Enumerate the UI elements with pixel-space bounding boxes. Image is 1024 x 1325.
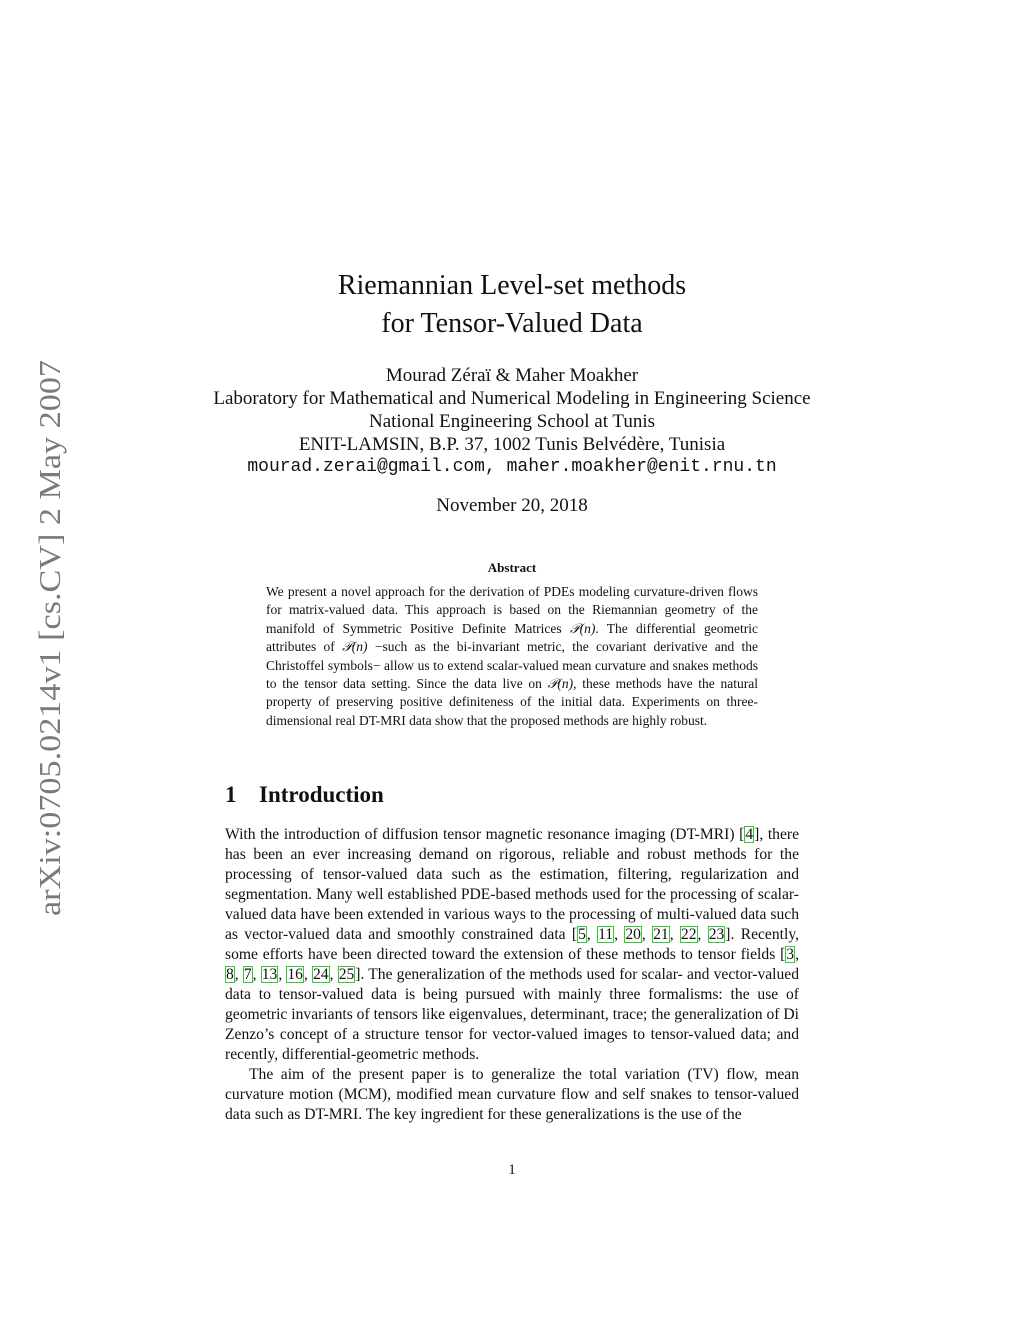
affiliation-address: ENIT-LAMSIN, B.P. 37, 1002 Tunis Belvédère, Tunisia — [298, 434, 726, 455]
citation-group — [577, 926, 725, 943]
author-emails[interactable]: mourad.zerai@gmail.com, maher.moakher@enit.rnu.tn — [247, 457, 777, 477]
paper-title-line-1: Riemannian Level-set methods — [337, 270, 687, 301]
section-title: Introduction — [259, 782, 384, 807]
citation-separator: , — [234, 966, 243, 983]
citation-separator: , — [586, 926, 598, 943]
paper-date: November 20, 2018 — [436, 495, 588, 516]
citation-separator: , — [303, 966, 313, 983]
citation-separator: , — [669, 926, 680, 943]
citation-separator: , — [795, 946, 799, 963]
citation-link[interactable]: 5 — [578, 926, 586, 943]
intro-paragraph-2: The aim of the present paper is to generalize the total variation (TV) flow, mean curvature motion (MCM), modified mean curvature flow and self snakes to tensor-valued data such as DT-MRI. The key ingredient for these generalizations is the use of the — [225, 1066, 799, 1123]
citation-link[interactable]: 21 — [653, 926, 669, 943]
citation-link[interactable]: 23 — [708, 926, 725, 943]
citation-link[interactable]: 24 — [313, 966, 329, 983]
math-symbol: 𝒫 — [547, 676, 558, 692]
paper-title-line-2: for Tensor-Valued Data — [381, 308, 643, 339]
intro-text: ]. Recently, some efforts have been directed toward the extension of these methods to tensor fields [ — [225, 926, 799, 963]
citation-separator: , — [278, 966, 287, 983]
intro-text: ], there has been an ever increasing demand on rigorous, reliable and robust methods for the processing of tensor-valued data such as the estimation, filtering, regularization and segmentation. Many well established PDE-based methods used for the processing of scalar-valued data have been extended in various ways to the processing of multi-valued data such as vector-valued data and smoothly constrained data [ — [225, 826, 799, 943]
citation-link[interactable]: 25 — [338, 966, 355, 983]
citation-link[interactable]: 16 — [287, 966, 303, 983]
intro-text: With the introduction of diffusion tensor magnetic resonance imaging (DT-MRI) [ — [225, 826, 745, 843]
abstract-heading: Abstract — [487, 560, 537, 575]
abstract-text: . The differential geometric attributes of — [266, 620, 758, 655]
abstract-text: −such as the bi-invariant metric, the covariant derivative and the Christoffel symbols− allow us to extend scalar-valued mean curvature and snakes methods to the tensor data setting. Since the data live on — [266, 639, 759, 692]
citation-separator: , — [252, 966, 261, 983]
citation-link[interactable]: 11 — [598, 926, 614, 943]
citation-link[interactable]: 22 — [680, 926, 697, 943]
citation-group — [744, 826, 754, 843]
abstract-body — [266, 583, 758, 730]
math-argument: (n) — [557, 676, 574, 692]
citation-separator: , — [641, 926, 653, 943]
abstract-text: , these methods have the natural property of preserving positive definiteness of the initial data. Experiments on three-dimensional real DT-MRI data show that the proposed methods are highly robust. — [266, 676, 758, 728]
math-symbol: 𝒫 — [569, 620, 580, 636]
citation-link[interactable]: 4 — [745, 826, 754, 843]
citation-link[interactable]: 3 — [786, 946, 795, 963]
abstract-text: We present a novel approach for the derivation of PDEs modeling curvature-driven flows for matrix-valued data. This approach is based on the Riemannian geometry of the manifold of Symmetric Positive Definite Matrices — [266, 584, 758, 636]
citation-link[interactable]: 8 — [226, 966, 234, 983]
section-heading — [225, 782, 384, 808]
math-argument: (n) — [579, 620, 596, 636]
affiliation-laboratory: Laboratory for Mathematical and Numerical Modeling in Engineering Science — [213, 388, 811, 409]
section-number: 1 — [225, 782, 237, 807]
intro-paragraph-1 — [225, 825, 799, 1065]
arxiv-identifier: arXiv:0705.0214v1 [cs.CV] 2 May 2007 — [32, 411, 67, 916]
citation-link[interactable]: 20 — [625, 926, 641, 943]
citation-link[interactable]: 13 — [261, 966, 278, 983]
affiliation-school: National Engineering School at Tunis — [368, 411, 656, 432]
citation-separator: , — [697, 926, 708, 943]
citation-separator: , — [614, 926, 625, 943]
intro-text: ]. The generalization of the methods used for scalar- and vector-valued data to tensor-valued data is being pursued with mainly three formalisms: the use of geometric invariants of tensors like eigenvalues, determinant, trace; the generalization of Di Zenzo’s concept of a structure tensor for vector-valued images to tensor-valued data; and recently, differential-geometric methods. — [225, 966, 800, 1063]
author-names: Mourad Zéraï & Maher Moakher — [385, 365, 639, 386]
math-argument: (n) — [351, 639, 368, 655]
introduction-body — [225, 825, 799, 1125]
page-number: 1 — [508, 1162, 516, 1178]
math-symbol: 𝒫 — [342, 639, 352, 655]
citation-separator: , — [329, 966, 338, 983]
citation-link[interactable]: 7 — [243, 966, 252, 983]
